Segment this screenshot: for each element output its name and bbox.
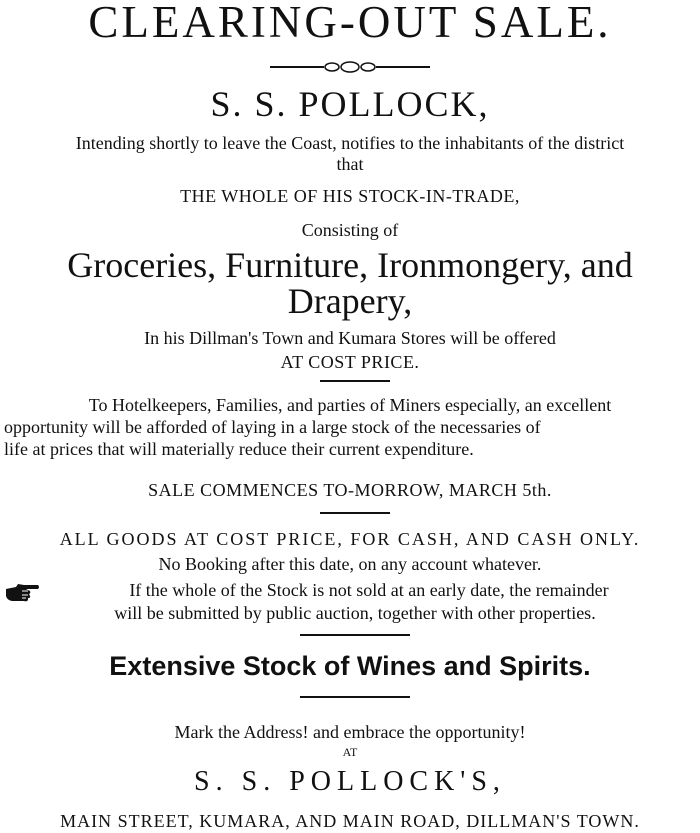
headline: CLEARING-OUT SALE. — [88, 0, 612, 47]
auction-line-2: will be submitted by public auction, together with other properties. — [114, 603, 596, 623]
auction-line-1: If the whole of the Stock is not sold at an early date, the remainder — [129, 580, 609, 600]
sale-commences: SALE COMMENCES TO-MORROW, MARCH 5th. — [148, 480, 552, 500]
at-label: AT — [342, 745, 358, 759]
paragraph-line-1: To Hotelkeepers, Families, and parties of Miners especially, an excellent — [88, 395, 612, 415]
divider-rule — [300, 634, 410, 636]
paragraph-line-2: opportunity will be afforded of laying in a large stock of the necessaries of — [4, 417, 541, 437]
stores-line: In his Dillman's Town and Kumara Stores will be offered — [144, 328, 556, 348]
divider-rule — [320, 512, 390, 514]
goods-line-2: Drapery, — [287, 281, 413, 321]
paragraph-line-3: life at prices that will materially reduce their current expenditure. — [4, 439, 474, 459]
consisting-of: Consisting of — [301, 220, 399, 240]
no-booking: No Booking after this date, on any account whatever. — [158, 554, 542, 574]
stock-heading: THE WHOLE OF HIS STOCK-IN-TRADE, — [180, 186, 520, 206]
mark-the-address: Mark the Address! and embrace the opportunity! — [174, 722, 526, 742]
pollocks-signature: S. S. POLLOCK'S, — [194, 766, 506, 797]
goods-line-1: Groceries, Furniture, Ironmongery, and — [67, 245, 633, 285]
intro-line-2: that — [336, 154, 364, 174]
merchant-name: S. S. POLLOCK, — [210, 84, 490, 124]
wines-and-spirits: Extensive Stock of Wines and Spirits. — [109, 651, 591, 681]
pointing-hand-icon — [4, 581, 40, 603]
cost-price: AT COST PRICE. — [280, 352, 420, 372]
divider-rule — [320, 380, 390, 382]
intro-line-1: Intending shortly to leave the Coast, notifies to the inhabitants of the district — [75, 133, 625, 153]
address: MAIN STREET, KUMARA, AND MAIN ROAD, DILLMAN'S TOWN. — [60, 811, 640, 831]
all-goods-cash-only: ALL GOODS AT COST PRICE, FOR CASH, AND CASH ONLY. — [59, 529, 641, 549]
ornamental-rule-icon — [270, 60, 430, 74]
divider-rule — [300, 696, 410, 698]
